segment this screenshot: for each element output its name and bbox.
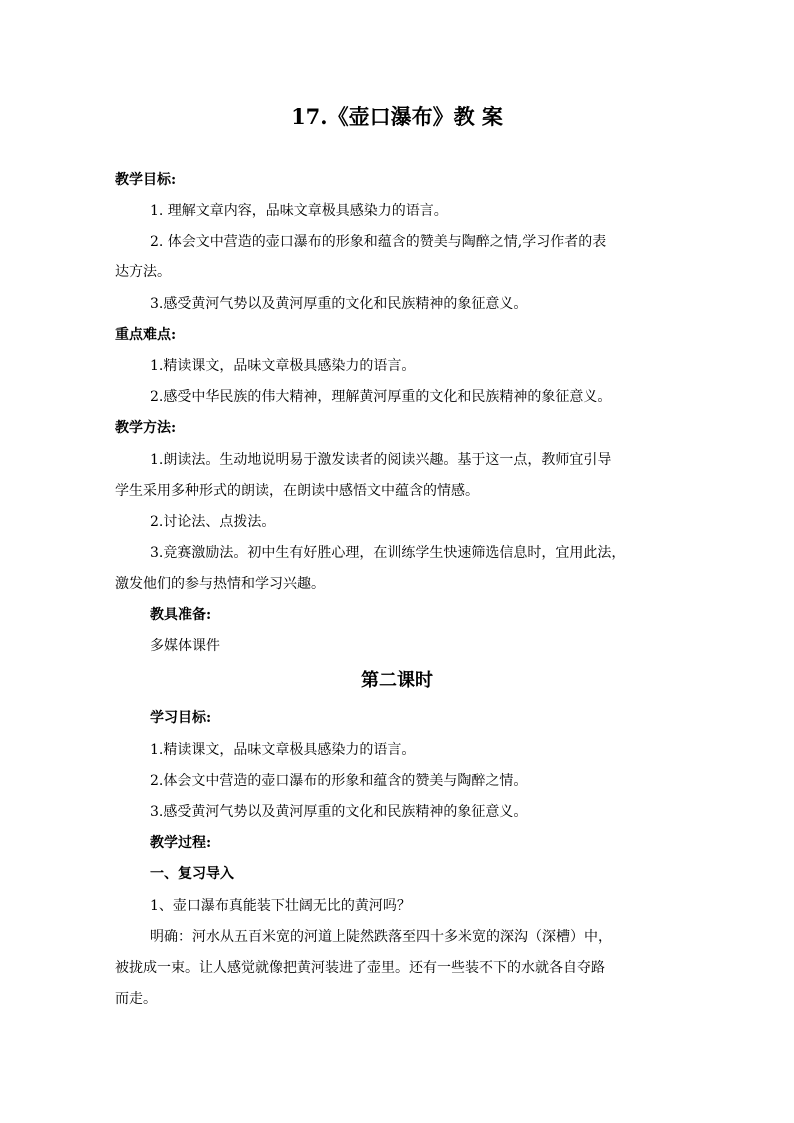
document-title: 17.《壶口瀑布》教 案 xyxy=(291,104,503,129)
process-heading: 教学过程: xyxy=(150,835,212,851)
method-line: 2.讨论法、点拨法。 xyxy=(150,514,276,530)
learning-line: 3.感受黄河气势以及黄河厚重的文化和民族精神的象征意义。 xyxy=(150,804,528,820)
method-line: 3.竞赛激励法。初中生有好胜心理，在训练学生快速筛选信息时，宜用此法， xyxy=(150,545,626,561)
question-line: 1、壶口瀑布真能装下壮阔无比的黄河吗？ xyxy=(150,898,411,914)
key-points-heading: 重点难点: xyxy=(115,327,177,343)
objective-line: 达方法。 xyxy=(115,264,171,280)
tools-heading: 教具准备: xyxy=(150,607,212,623)
objectives-heading: 教学目标: xyxy=(115,172,177,188)
section-heading: 一、复习导入 xyxy=(150,866,234,882)
method-line: 学生采用多种形式的朗读，在朗读中感悟文中蕴含的情感。 xyxy=(115,483,479,499)
objective-line: 2. 体会文中营造的壶口瀑布的形象和蕴含的赞美与陶醉之情,学习作者的表 xyxy=(150,234,607,250)
tools-text: 多媒体课件 xyxy=(150,638,220,654)
objective-line: 1. 理解文章内容，品味文章极具感染力的语言。 xyxy=(150,203,448,219)
key-point-line: 2.感受中华民族的伟大精神，理解黄河厚重的文化和民族精神的象征意义。 xyxy=(150,389,612,405)
method-line: 激发他们的参与热情和学习兴趣。 xyxy=(115,576,325,592)
learning-line: 1.精读课文，品味文章极具感染力的语言。 xyxy=(150,742,416,758)
lesson-title: 第二课时 xyxy=(361,670,433,691)
answer-line: 而走。 xyxy=(115,991,157,1007)
methods-heading: 教学方法: xyxy=(115,420,177,436)
method-line: 1.朗读法。生动地说明易于激发读者的阅读兴趣。基于这一点，教师宜引导 xyxy=(150,452,612,468)
answer-line: 明确：河水从五百米宽的河道上陡然跌落至四十多米宽的深沟（深槽）中， xyxy=(150,929,612,945)
objective-line: 3.感受黄河气势以及黄河厚重的文化和民族精神的象征意义。 xyxy=(150,296,528,312)
key-point-line: 1.精读课文，品味文章极具感染力的语言。 xyxy=(150,358,416,374)
learning-line: 2.体会文中营造的壶口瀑布的形象和蕴含的赞美与陶醉之情。 xyxy=(150,773,528,789)
answer-line: 被拢成一束。让人感觉就像把黄河装进了壶里。还有一些装不下的水就各自夺路 xyxy=(115,960,605,976)
learning-heading: 学习目标: xyxy=(150,710,212,726)
